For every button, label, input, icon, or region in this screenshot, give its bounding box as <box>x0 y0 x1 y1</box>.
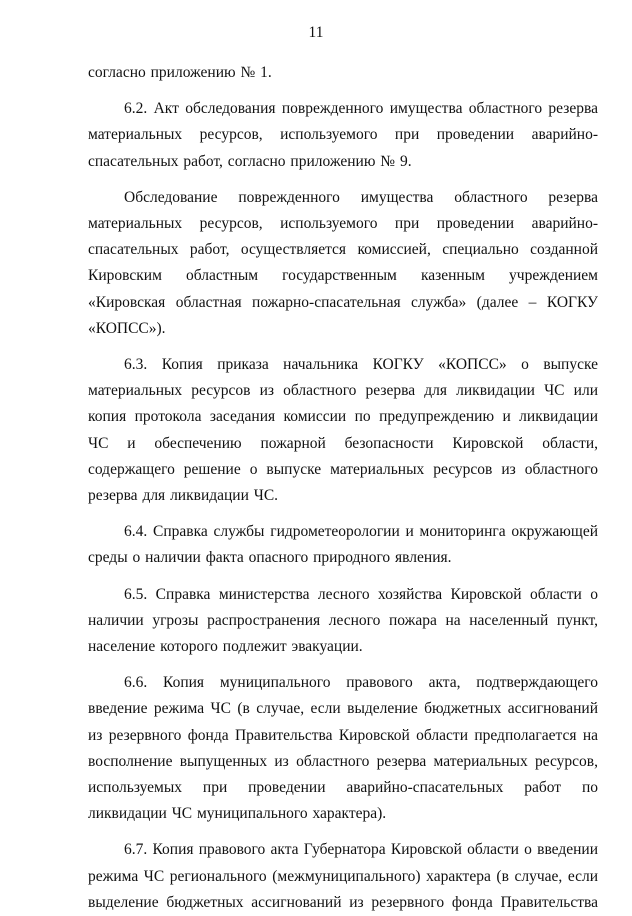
document-body <box>88 60 598 916</box>
paragraph-6-4: 6.4. Справка службы гидрометеорологии и мониторинга окружающей среды о наличии факта опасного природного явления. <box>88 523 598 567</box>
paragraph-continuation: согласно приложению № 1. <box>88 64 272 81</box>
paragraph-6-6: 6.6. Копия муниципального правового акта, подтверждающего введение режима ЧС (в случае, если выделение бюджетных ассигнований из резервного фонда Правительства Кировской области предполагается на восполнение выпущенных из областного резерва материальных ресурсов, используемых при проведении аварийно-спасательных работ по ликвидации ЧС муниципального характера). <box>88 674 598 823</box>
paragraph-6-7: 6.7. Копия правового акта Губернатора Кировской области о введении режима ЧС регионального (межмуниципального) характера (в случае, если выделение бюджетных ассигнований из резервного фонда Правительства <box>88 841 598 911</box>
paragraph-inspection: Обследование поврежденного имущества областного резерва материальных ресурсов, используемого при проведении аварийно-спасательных работ, осуществляется комиссией, специально созданной Кировским областным государственным казенным учреждением «Кировская областная пожарно-спасательная служба» (далее – КОГКУ «КОПСС»). <box>88 188 598 337</box>
paragraph-6-5: 6.5. Справка министерства лесного хозяйства Кировской области о наличии угрозы распространения лесного пожара на населенный пункт, население которого подлежит эвакуации. <box>88 585 598 656</box>
page-number: 11 <box>308 24 324 41</box>
paragraph-6-3: 6.3. Копия приказа начальника КОГКУ «КОПСС» о выпуске материальных ресурсов из областного резерва для ликвидации ЧС или копия протокола заседания комиссии по предупреждению и ликвидации ЧС и обеспечению пожарной безопасности Кировской области, содержащего решение о выпуске материальных ресурсов из областного резерва для ликвидации ЧС. <box>88 356 598 505</box>
paragraph-6-2: 6.2. Акт обследования поврежденного имущества областного резерва материальных ресурсов, используемого при проведении аварийно-спасательных работ, согласно приложению № 9. <box>88 100 598 170</box>
